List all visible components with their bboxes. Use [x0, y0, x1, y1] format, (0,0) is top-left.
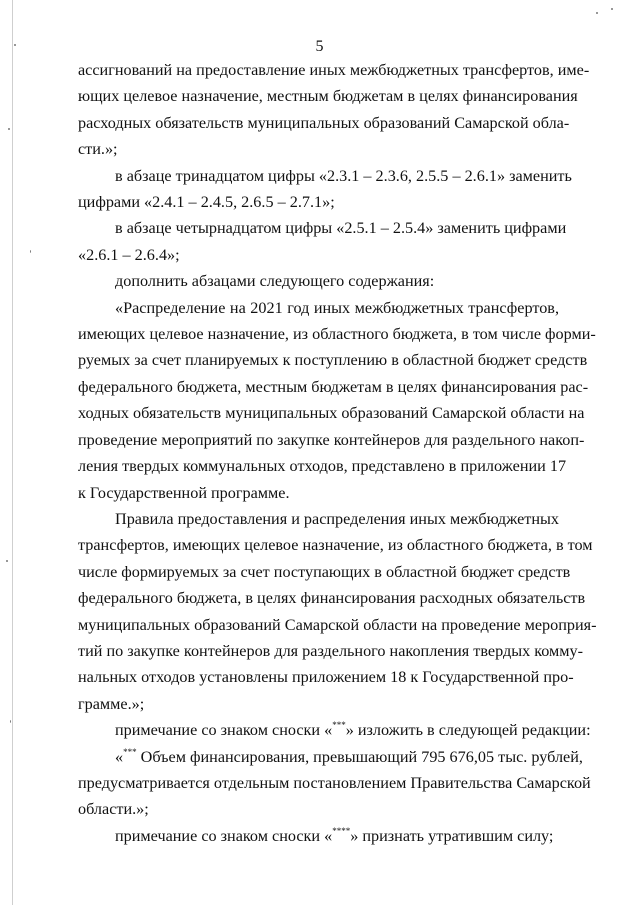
scan-speck [30, 250, 31, 253]
text-line: в абзаце тринадцатом цифры «2.3.1 – 2.3.6, 2.5.5 – 2.6.1» заменить [115, 166, 572, 185]
paragraph-distribution-2021 [78, 295, 596, 506]
scan-speck [10, 720, 11, 723]
text-line: трансфертов, имеющих целевое назначение, из областного бюджета, в том [78, 536, 593, 555]
text-line: имеющих целевое назначение, из областного бюджета, в том числе форми- [78, 325, 596, 344]
footnote-text-after: Объем финансирования, превышающий 795 676,05 тыс. рублей, [136, 747, 583, 766]
text-line: «2.6.1 – 2.6.4»; [78, 245, 180, 264]
text-line: цифрами «2.4.1 – 2.4.5, 2.6.5 – 2.7.1»; [78, 193, 335, 212]
text-line: муниципальных образований Самарской области на проведение мероприя- [78, 615, 597, 634]
paragraph-abzac-14 [78, 215, 567, 268]
footnote-text-before: примечание со знаком сноски « [115, 826, 333, 845]
paragraph-footnote-4-repeal [78, 823, 559, 849]
footnote-text-after: » признать утратившим силу; [350, 826, 554, 845]
paragraph-footnote-3-text [78, 744, 591, 823]
scan-speck [596, 12, 598, 14]
text-line [78, 744, 583, 770]
text-line: тий по закупке контейнеров для раздельного накопления твердых комму- [78, 641, 584, 660]
paragraph-footnote-3-edit [78, 717, 591, 743]
text-line: ющих целевое назначение, местным бюджетам в целях финансирования [78, 87, 578, 106]
footnote-text-before: примечание со знаком сноски « [115, 721, 333, 740]
document-body [78, 57, 597, 849]
page-number: 5 [315, 38, 324, 55]
paragraph-add-abzacy [78, 268, 559, 294]
text-line [78, 717, 591, 743]
paragraph-abzac-13 [78, 163, 572, 216]
text-line: федерального бюджета, местным бюджетам в целях финансирования рас- [78, 377, 589, 396]
scan-speck [8, 128, 10, 130]
text-line: сти.»; [78, 140, 118, 159]
text-line: ления твердых коммунальных отходов, представлено в приложении 17 [78, 457, 567, 476]
paragraph-rules [78, 506, 597, 717]
footnote-mark: *** [332, 720, 346, 731]
paragraph-allocations-end [78, 57, 590, 163]
text-line [78, 823, 559, 849]
scan-speck [6, 560, 8, 562]
text-line: грамме.»; [78, 694, 145, 713]
text-line: Правила предоставления и распределения иных межбюджетных [115, 509, 559, 528]
text-line: области.»; [78, 800, 149, 819]
scan-speck [14, 44, 16, 46]
footnote-mark: *** [123, 746, 137, 757]
text-line: проведение мероприятий по закупке контейнеров для раздельного накоп- [78, 430, 585, 449]
text-line: предусматривается отдельным постановлением Правительства Самарской [78, 773, 591, 792]
text-line: расходных обязательств муниципальных образований Самарской обла- [78, 113, 570, 132]
text-line: дополнить абзацами следующего содержания: [115, 272, 435, 291]
text-line: в абзаце четырнадцатом цифры «2.5.1 – 2.5.4» заменить цифрами [115, 219, 567, 238]
text-line: числе формируемых за счет поступающих в областной бюджет средств [78, 562, 571, 581]
text-line: к Государственной программе. [78, 483, 290, 502]
scan-edge [12, 0, 13, 905]
text-line: нальных отходов установлены приложением 18 к Государственной про- [78, 668, 574, 687]
scan-speck [611, 8, 613, 10]
text-line: ходных обязательств муниципальных образований Самарской области на [78, 404, 585, 423]
text-line: «Распределение на 2021 год иных межбюджетных трансфертов, [115, 298, 559, 317]
text-line: ассигнований на предоставление иных межбюджетных трансфертов, име- [78, 61, 590, 79]
footnote-mark: **** [332, 825, 351, 836]
text-line: федерального бюджета, в целях финансирования расходных обязательств [78, 589, 586, 608]
footnote-text-before: « [115, 747, 124, 766]
text-line: руемых за счет планируемых к поступлению в областной бюджет средств [78, 351, 588, 370]
footnote-text-after: » изложить в следующей редакции: [345, 721, 591, 740]
